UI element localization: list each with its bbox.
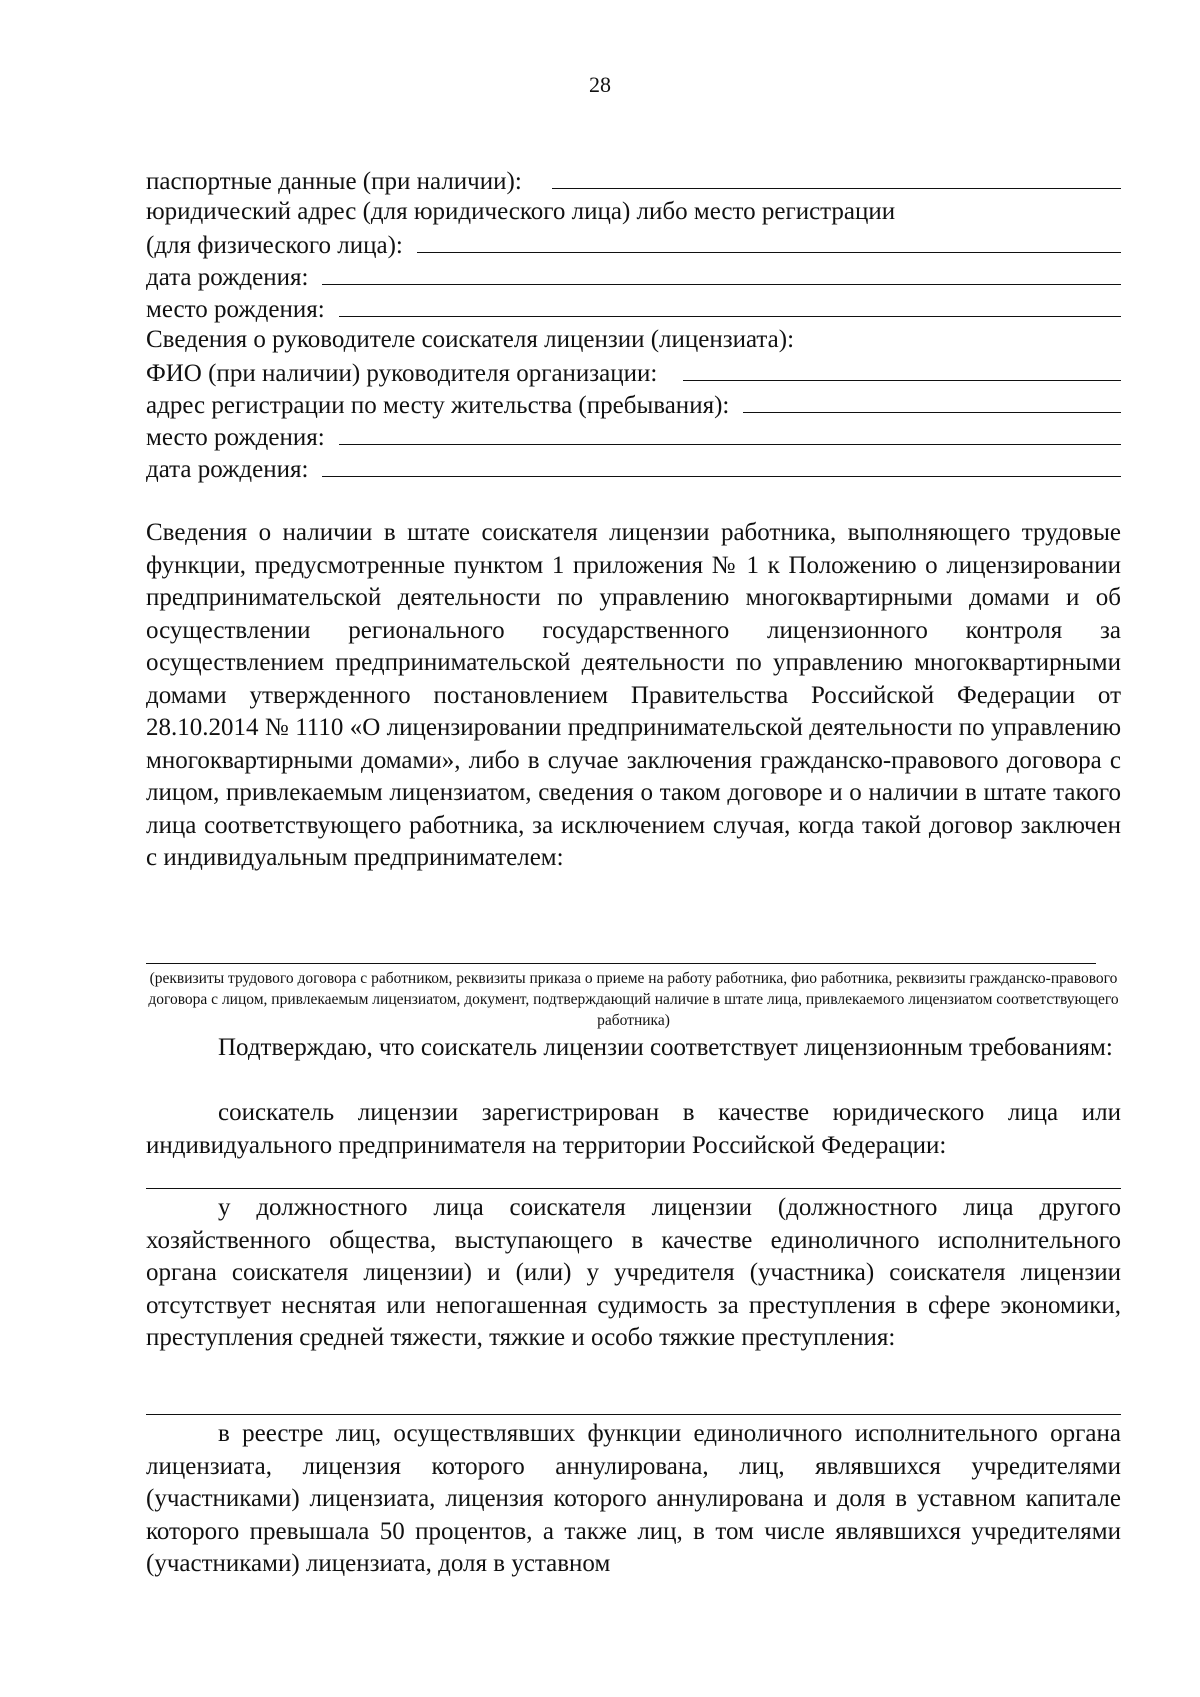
- birth-date-field: [146, 260, 1121, 292]
- staff-requisites-note: (реквизиты трудового договора с работником, реквизиты приказа о приеме на работу работника, фио работника, реквизиты гражданско-правового договора с лицом, привлекаемым лицензиатом, документ, подтверждающий наличие в штате лица, привлекаемого лицензиатом соответствующего работника): [148, 970, 1119, 1029]
- passport-data-field: [146, 164, 1121, 196]
- fill-line: [743, 388, 1121, 413]
- field-label: адрес регистрации по месту жительства (пребывания):: [146, 392, 730, 419]
- director-info-heading: Сведения о руководителе соискателя лицензии (лицензиата):: [146, 326, 795, 353]
- fill-line: [417, 228, 1121, 253]
- fill-line: [322, 452, 1121, 477]
- conviction-paragraph: у должностного лица соискателя лицензии (должностного лица другого хозяйственного общества, выступающего в качестве единоличного исполнительного органа соискателя лицензии) и (или) у учредителя (участника) соискателя лицензии отсутствует неснятая или непогашенная судимость за преступления в сфере экономики, преступления средней тяжести, тяжкие и особо тяжкие преступления:: [146, 1194, 1121, 1351]
- birth-place-field: [146, 292, 1121, 324]
- fill-line: [322, 260, 1121, 285]
- director-address-field: [146, 388, 1121, 420]
- confirm-paragraph: Подтверждаю, что соискатель лицензии соответствует лицензионным требованиям:: [218, 1034, 1113, 1061]
- conviction-fill-line: [146, 1414, 1121, 1415]
- registration-fill-line: [146, 1188, 1121, 1189]
- registry-paragraph: в реестре лиц, осуществлявших функции единоличного исполнительного органа лицензиата, лицензия которого аннулирована, лиц, являвшихся учредителями (участниками) лицензиата, лицензия которого аннулирована и доля в уставном капитале которого превышала 50 процентов, а также лиц, в том числе являвшихся учредителями (участниками) лицензиата, доля в уставном: [146, 1420, 1121, 1577]
- field-label: дата рождения:: [146, 456, 309, 483]
- field-label: паспортные данные (при наличии):: [146, 168, 522, 195]
- field-label: место рождения:: [146, 296, 325, 323]
- director-birth-date-field: [146, 452, 1121, 484]
- field-label: (для физического лица):: [146, 232, 403, 259]
- field-label: место рождения:: [146, 424, 325, 451]
- legal-address-label: юридический адрес (для юридического лица) либо место регистрации: [146, 198, 896, 225]
- staff-fill-line: [146, 963, 1096, 964]
- fill-line: [683, 356, 1121, 381]
- physical-registration-field: [146, 228, 1121, 260]
- field-label: дата рождения:: [146, 264, 309, 291]
- staff-info-paragraph: Сведения о наличии в штате соискателя лицензии работника, выполняющего трудовые функции, предусмотренные пунктом 1 приложения № 1 к Положению о лицензировании предпринимательской деятельности по управлению многоквартирными домами и об осуществлении регионального государственного лицензионного контроля за осуществлением предпринимательской деятельности по управлению многоквартирными домами утвержденного постановлением Правительства Российской Федерации от 28.10.2014 № 1110 «О лицензировании предпринимательской деятельности по управлению многоквартирными домами», либо в случае заключения гражданско-правового договора с лицом, привлекаемым лицензиатом, сведения о таком договоре и о наличии в штате такого лица соответствующего работника, за исключением случая, когда такой договор заключен с индивидуальным предпринимателем:: [146, 519, 1121, 871]
- fill-line: [339, 420, 1121, 445]
- fill-line: [552, 164, 1121, 189]
- director-name-field: [146, 356, 1121, 388]
- registration-paragraph: соискатель лицензии зарегистрирован в качестве юридического лица или индивидуального предпринимателя на территории Российской Федерации:: [146, 1099, 1121, 1159]
- director-birth-place-field: [146, 420, 1121, 452]
- fill-line: [339, 292, 1121, 317]
- field-label: ФИО (при наличии) руководителя организации:: [146, 360, 658, 387]
- page-number: 28: [589, 72, 611, 97]
